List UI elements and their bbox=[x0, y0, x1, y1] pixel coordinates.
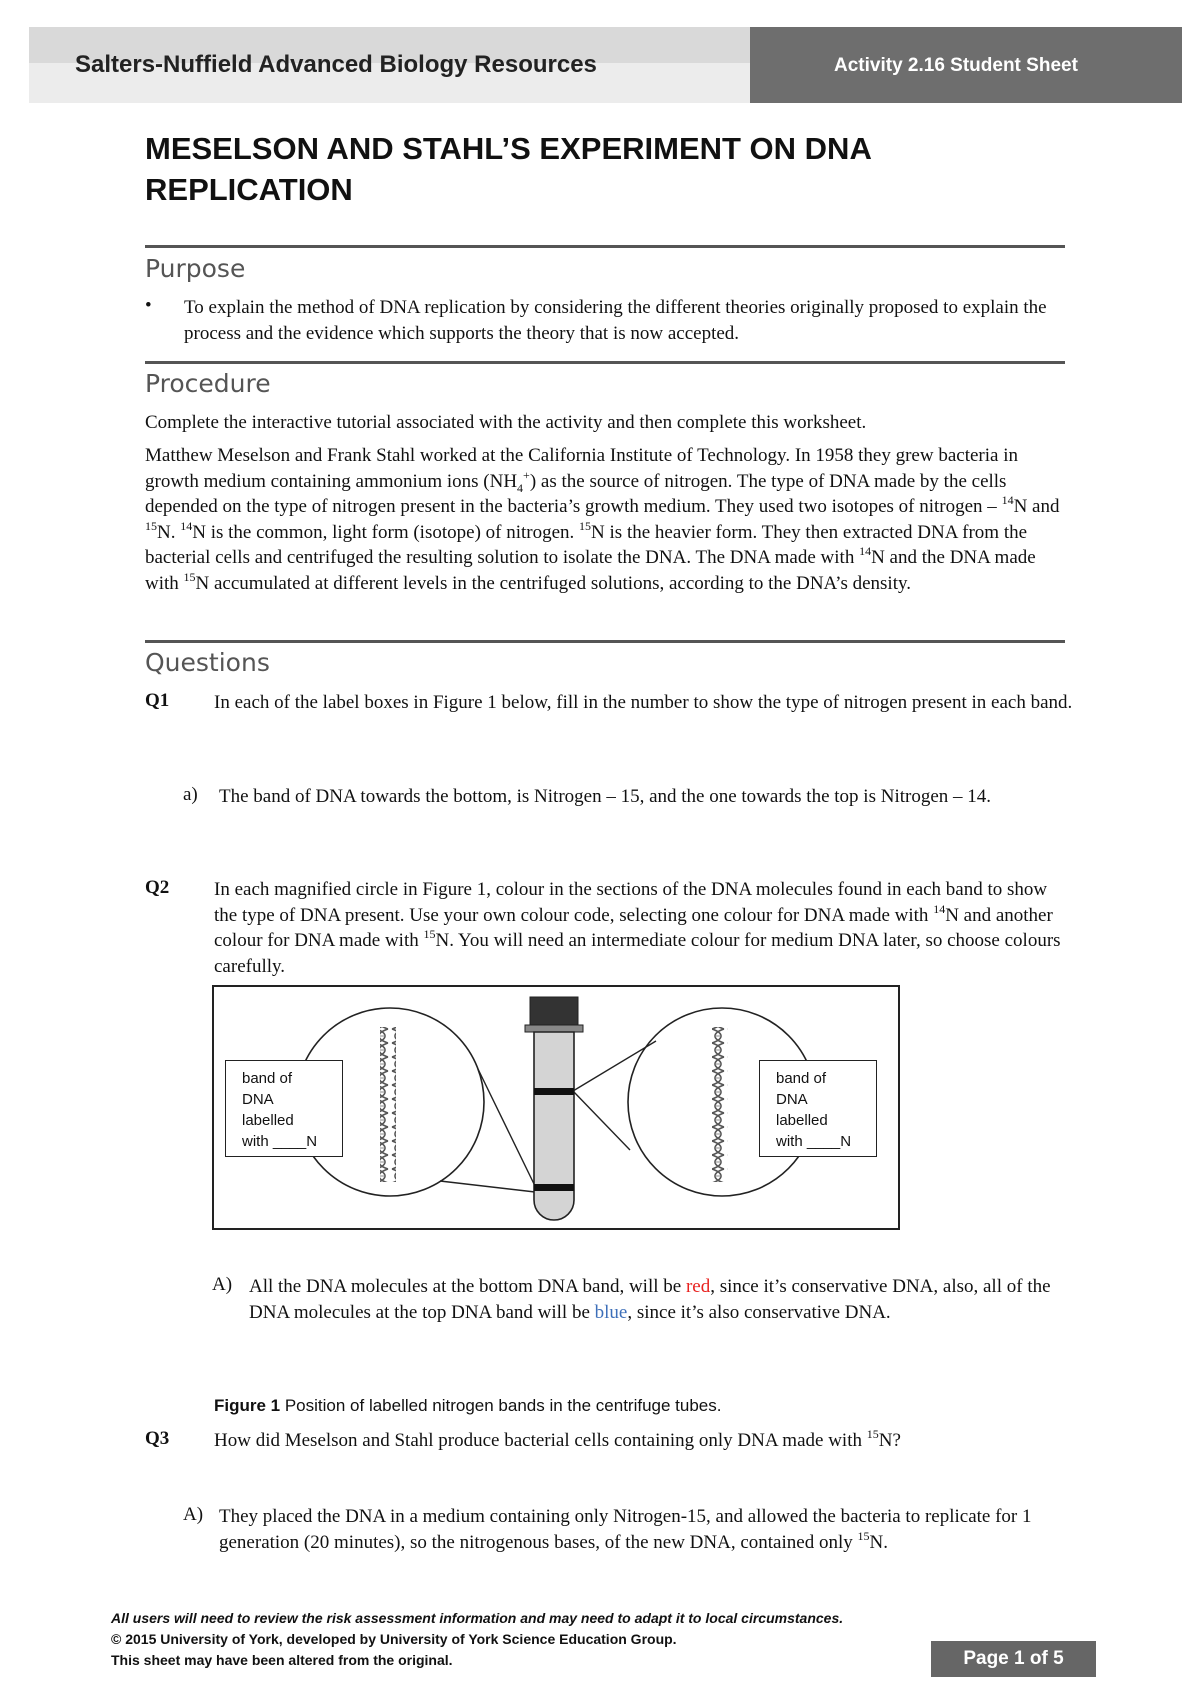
section-divider bbox=[145, 245, 1065, 248]
bullet-marker: • bbox=[145, 295, 152, 316]
section-divider bbox=[145, 361, 1065, 364]
header-title: Salters-Nuffield Advanced Biology Resources bbox=[75, 51, 597, 78]
q2-answer: All the DNA molecules at the bottom DNA band, will be red, since it’s conservative DNA, also, all of the DNA molecules at the top DNA band will be blue, since it’s also conservative DNA. bbox=[249, 1276, 1051, 1323]
q3-answer: They placed the DNA in a medium containing only Nitrogen-15, and allowed the bacteria to replicate for 1 generation (20 minutes), so the nitrogenous bases, of the new DNA, contained only $^{15}$N. bbox=[219, 1506, 1032, 1553]
q3-answer-label: A) bbox=[183, 1504, 204, 1525]
section-divider bbox=[145, 640, 1065, 643]
left-dna-helix bbox=[380, 1027, 396, 1182]
tube-rim bbox=[525, 1025, 583, 1032]
q2-text: In each magnified circle in Figure 1, colour in the sections of the DNA molecules found in each band to show the type of DNA present. Use your own colour code, selecting one colour for DNA made with $^{14}$N and another colour for DNA made with $^{15}$N. You will need an intermediate colour for medium DNA later, so choose colours carefully. bbox=[214, 879, 1061, 977]
bottom-dna-band bbox=[534, 1184, 574, 1191]
q1-answer-label: a) bbox=[183, 784, 198, 805]
q3-number: Q3 bbox=[145, 1428, 170, 1449]
q3-text: How did Meselson and Stahl produce bacterial cells containing only DNA made with $^{15}$N? bbox=[214, 1427, 901, 1451]
page-number-badge: Page 1 of 5 bbox=[931, 1641, 1096, 1677]
right-label-box: band of DNA labelled with ____N bbox=[759, 1060, 877, 1157]
page-title: MESELSON AND STAHL’S EXPERIMENT ON DNA REPLICATION bbox=[145, 131, 871, 207]
procedure-paragraph: Matthew Meselson and Frank Stahl worked at the California Institute of Technology. In 1958 they grew bacteria in growth medium containing ammonium ions $(NH_4^+)$ as the source of nitrogen. The type of DNA made by the cells depended on the type of nitrogen present in the bacteria’s growth medium. They used two isotopes of nitrogen – $^{14}$N and $^{15}$N. $^{14}$N is the common, light form (isotope) of nitrogen. $^{15}$N is the heavier form. They then extracted DNA from the bacterial cells and centrifuged the resulting solution to isolate the DNA. The DNA made with $^{14}$N and the DNA made with $^{15}$N accumulated at different levels in the centrifuged solutions, according to the DNA’s density. bbox=[145, 445, 1060, 594]
risk-assessment-note: All users will need to review the risk assessment information and may need to adapt it to local circumstances. bbox=[111, 1610, 844, 1626]
tube-cap bbox=[530, 997, 578, 1029]
header-right-panel bbox=[750, 27, 1182, 103]
figure-1-centrifuge-diagram bbox=[212, 985, 900, 1230]
questions-heading: Questions bbox=[145, 648, 270, 677]
header-left-panel bbox=[29, 27, 750, 103]
procedure-heading: Procedure bbox=[145, 369, 271, 398]
altered-notice: This sheet may have been altered from the original. bbox=[111, 1652, 453, 1668]
q2-answer-label: A) bbox=[212, 1274, 233, 1295]
activity-label: Activity 2.16 Student Sheet bbox=[834, 55, 1078, 76]
figure-caption: Figure 1 Position of labelled nitrogen bands in the centrifuge tubes. bbox=[214, 1396, 722, 1415]
purpose-text: To explain the method of DNA replication by considering the different theories originally proposed to explain the process and the evidence which supports the theory that is now accepted. bbox=[184, 297, 1047, 344]
left-label-box: band of DNA labelled with ____N bbox=[225, 1060, 343, 1157]
copyright-line: © 2015 University of York, developed by University of York Science Education Group. bbox=[111, 1631, 677, 1647]
q2-number: Q2 bbox=[145, 877, 170, 898]
purpose-heading: Purpose bbox=[145, 254, 246, 283]
page-header bbox=[29, 27, 1182, 103]
top-dna-band bbox=[534, 1088, 574, 1095]
centrifuge-tube bbox=[534, 1032, 574, 1220]
procedure-intro: Complete the interactive tutorial associated with the activity and then complete this worksheet. bbox=[145, 412, 867, 433]
q1-number: Q1 bbox=[145, 690, 170, 711]
q1-answer: The band of DNA towards the bottom, is Nitrogen – 15, and the one towards the top is Nitrogen – 14. bbox=[219, 786, 992, 807]
q1-text: In each of the label boxes in Figure 1 below, fill in the number to show the type of nitrogen present in each band. bbox=[214, 692, 1073, 713]
right-dna-helix bbox=[712, 1027, 728, 1182]
